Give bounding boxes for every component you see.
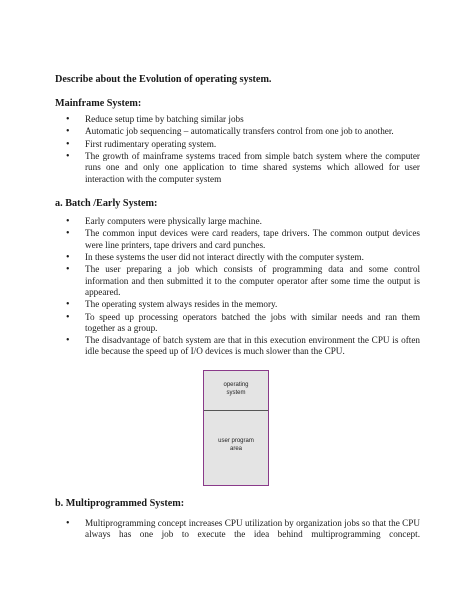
- batch-heading: a. Batch /Early System:: [55, 198, 158, 209]
- user-program-region: [204, 411, 268, 485]
- multiprogrammed-bullet-list: [55, 518, 420, 542]
- list-item: • The operating system always resides in the memory.: [55, 299, 420, 310]
- list-item: • To speed up processing operators batched the jobs with similar needs and ran them together as a group.: [55, 312, 420, 334]
- user-program-label-line1: user program: [218, 438, 254, 444]
- list-item: • The disadvantage of batch system are that in this execution environment the CPU is often idle because the speed up of I/O devices is much slower than the CPU.: [55, 335, 420, 357]
- mainframe-bullet-list: [55, 114, 420, 186]
- list-item: • The user preparing a job which consists of programming data and some control information and then submitted it to the computer operator after some time the output is appeared.: [55, 264, 420, 298]
- list-item: • Reduce setup time by batching similar jobs: [55, 114, 420, 125]
- operating-system-label-line2: system: [226, 390, 246, 396]
- list-item: • The growth of mainframe systems traced from simple batch system where the computer runs one and only one application to time shared systems which allowed for user interaction with the computer system: [55, 151, 420, 185]
- list-item: • Early computers were physically large machine.: [55, 216, 420, 227]
- list-item: • Automatic job sequencing – automatically transfers control from one job to another.: [55, 126, 420, 137]
- list-item: • First rudimentary operating system.: [55, 139, 420, 150]
- mainframe-heading: Mainframe System:: [55, 98, 142, 109]
- operating-system-region: [204, 371, 268, 411]
- operating-system-label-line1: operating: [223, 382, 249, 388]
- multiprogrammed-heading: b. Multiprogrammed System:: [55, 498, 185, 509]
- memory-layout-diagram: [203, 370, 269, 486]
- page-title: Describe about the Evolution of operating system.: [55, 74, 272, 85]
- list-item: • The common input devices were card readers, tape drivers. The common output devices were line printers, tape drivers and card punches.: [55, 228, 420, 250]
- batch-bullet-list: [55, 216, 420, 359]
- list-item: • In these systems the user did not interact directly with the computer system.: [55, 252, 420, 263]
- user-program-label-line2: area: [229, 446, 242, 452]
- list-item: • Multiprogramming concept increases CPU utilization by organization jobs so that the CPU always has one job to execute the idea behind multiprogramming concept.: [55, 518, 420, 540]
